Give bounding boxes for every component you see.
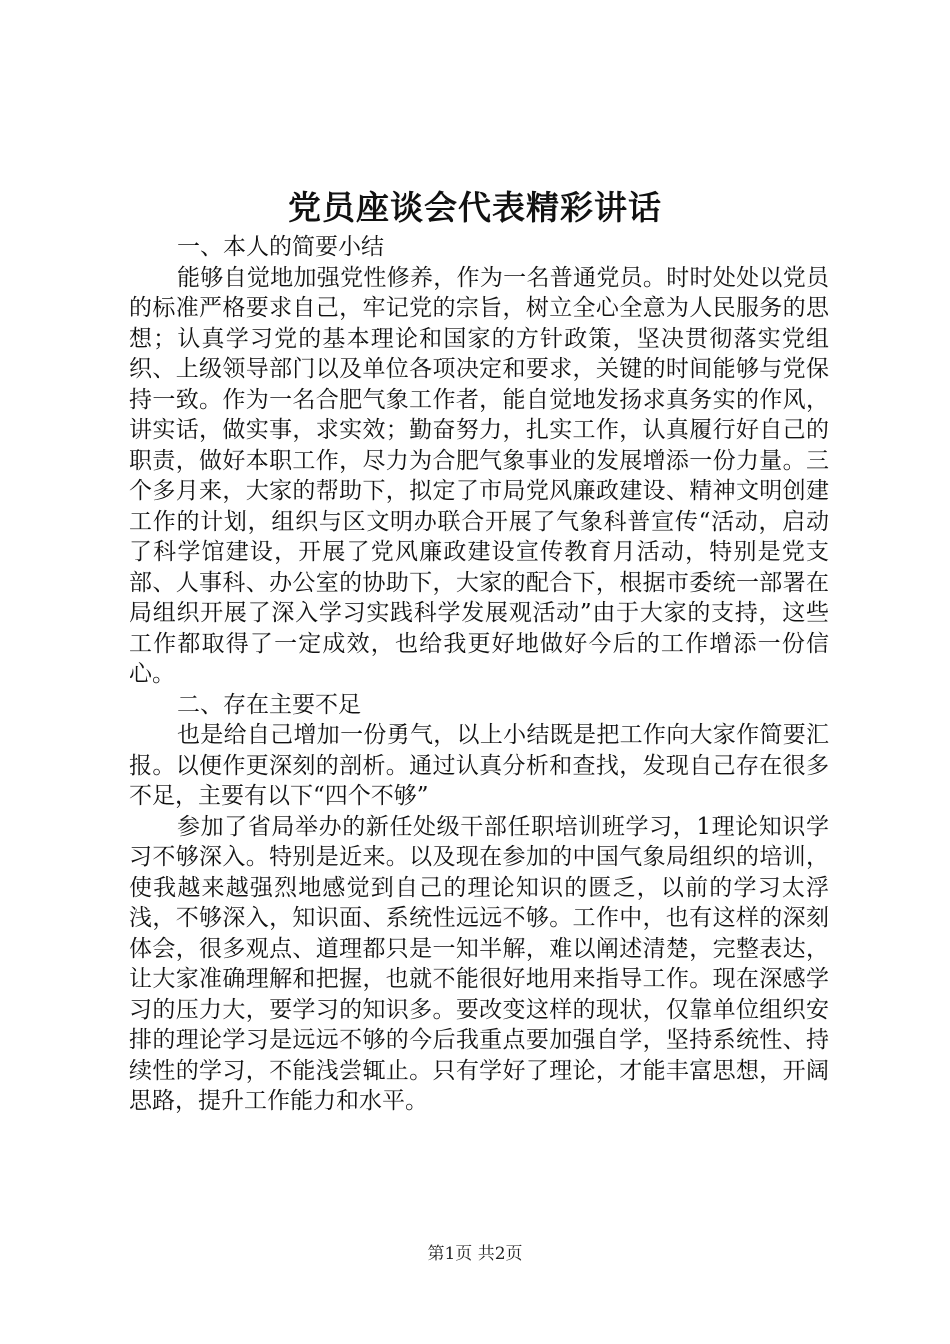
- document-title: 党员座谈会代表精彩讲话: [288, 188, 662, 227]
- page-footer: 第1页 共2页: [427, 1244, 523, 1264]
- summary-paragraph: 能够自觉地加强党性修养，作为一名普通党员。时时处处以党员的标准严格要求自己，牢记党的宗旨，树立全心全意为人民服务的思想；认真学习党的基本理论和国家的方针政策，坚决贯彻落实党组织、上级领导部门以及单位各项决定和要求，关键的时间能够与党保持一致。作为一名合肥气象工作者，能自觉地发扬求真务实的作风，讲实话，做实事，求实效；勤奋努力，扎实工作，认真履行好自己的职责，做好本职工作，尽力为合肥气象事业的发展增添一份力量。三个多月来，大家的帮助下，拟定了市局党风廉政建设、精神文明创建工作的计划，组织与区文明办联合开展了气象科普宣传“活动，启动了科学馆建设，开展了党风廉政建设宣传教育月活动，特别是党支部、人事科、办公室的协助下，大家的配合下，根据市委统一部署在局组织开展了深入学习实践科学发展观活动”由于大家的支持，这些工作都取得了一定成效，也给我更好地做好今后的工作增添一份信心。: [129, 264, 829, 687]
- shortcomings-intro-paragraph: 也是给自己增加一份勇气，以上小结既是把工作向大家作简要汇报。以便作更深刻的剖析。通过认真分析和查找，发现自己存在很多不足，主要有以下“四个不够”: [129, 722, 829, 809]
- theory-study-paragraph: 参加了省局举办的新任处级干部任职培训班学习，1理论知识学习不够深入。特别是近来。以及现在参加的中国气象局组织的培训，使我越来越强烈地感觉到自己的理论知识的匮乏，以前的学习太浮浅，不够深入，知识面、系统性远远不够。工作中，也有这样的深刻体会，很多观点、道理都只是一知半解，难以阐述清楚，完整表达，让大家准确理解和把握，也就不能很好地用来指导工作。现在深感学习的压力大，要学习的知识多。要改变这样的现状，仅靠单位组织安排的理论学习是远远不够的今后我重点要加强自学，坚持系统性、持续性的学习，不能浅尝辄止。只有学好了理论，才能丰富思想，开阔思路，提升工作能力和水平。: [129, 813, 829, 1114]
- section-heading-summary: 一、本人的简要小结: [177, 234, 384, 260]
- document-body: [129, 232, 829, 1117]
- section-heading-shortcomings: 二、存在主要不足: [177, 691, 361, 718]
